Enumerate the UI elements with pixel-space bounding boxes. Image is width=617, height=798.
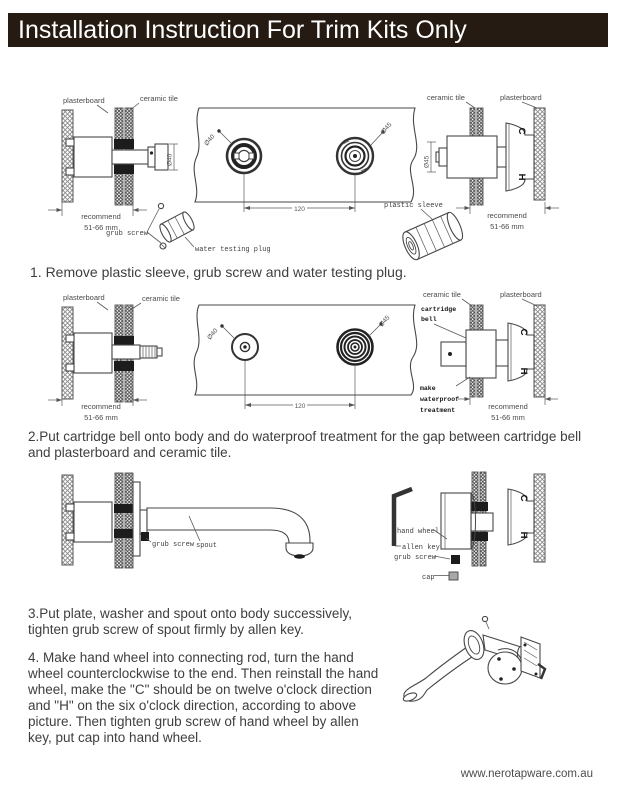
wall-plate — [133, 482, 140, 556]
plasterboard-wall — [62, 307, 73, 399]
dim-dia45-hole-label: Ø45 — [380, 121, 394, 136]
plasterboard-right-label: plasterboard — [500, 290, 542, 299]
ceramic-tile-left-label: ceramic tile — [142, 294, 180, 303]
ceramic-tile-right-label: ceramic tile — [423, 290, 461, 299]
plasterboard-right-label: plasterboard — [500, 93, 542, 102]
plasterboard-wall — [534, 108, 545, 200]
make-waterproof-label: treatment — [420, 407, 456, 414]
water-testing-plug-part — [158, 210, 197, 243]
cartridge-bell-label: cartridge — [421, 306, 457, 313]
hand-wheel-label: hand wheel — [397, 528, 440, 536]
d2-wall-panel — [194, 305, 417, 410]
recommend-label: recommend — [81, 402, 121, 411]
d2-cartridge-bell-part — [441, 330, 509, 378]
page-title: Installation Instruction For Trim Kits Only — [8, 13, 608, 47]
grub-screw-part — [158, 203, 163, 208]
ceramic-tile-wall — [115, 473, 123, 568]
dim-dia40-side-label: Ø40 — [166, 153, 174, 166]
step4-text: 4. Make hand wheel into connecting rod, turn the hand wheel counterclockwise to the end. Then reinstall the hand wheel, make the "C" should be on twelve o'clock direction and "H" on the six o'clock direction, according to above picture. Then tighten grub screw of hand wheel by allen key, put cap into hand wheel. — [28, 650, 379, 745]
hot-mark: H — [518, 367, 529, 375]
d3-trim-right — [508, 489, 534, 545]
dim-120-label: 120 — [294, 403, 306, 410]
dim-dia40-hole-label: Ø40 — [206, 327, 220, 342]
diagram-step1 — [0, 60, 617, 265]
plasterboard-wall — [62, 110, 73, 202]
grub-screw-part — [451, 555, 460, 564]
spout-part — [147, 508, 313, 559]
make-waterproof-label: waterproof — [420, 396, 460, 403]
dim-dia40-hole-label: Ø40 — [203, 133, 217, 148]
grub-screw-label: grub screw — [106, 230, 149, 238]
d1-recommend-right — [456, 202, 559, 231]
d1-wall-panel — [194, 108, 417, 213]
d1-dim-dia45-side — [424, 142, 437, 172]
diagram-step3 — [0, 468, 617, 603]
plasterboard-wall — [62, 475, 73, 565]
plastic-sleeve-label: plastic sleeve — [384, 202, 443, 210]
make-waterproof-label: make — [420, 385, 436, 392]
plasterboard-left-label: plasterboard — [63, 293, 105, 302]
plasterboard-left-label: plasterboard — [63, 96, 105, 105]
water-testing-plug-label: water testing plug — [195, 246, 271, 254]
cap-label: cap — [422, 574, 435, 582]
dim-dia45-side-label: Ø45 — [423, 155, 431, 168]
plasterboard-wall — [534, 305, 545, 397]
dim-120-label: 120 — [294, 206, 305, 213]
plasterboard-wall — [534, 474, 545, 562]
ceramic-tile-wall — [125, 473, 133, 568]
d1-trim-right — [506, 123, 534, 191]
hot-mark: H — [516, 173, 527, 181]
recommend-mm-label: 51-66 mm — [84, 223, 118, 232]
cold-mark: C — [518, 494, 529, 502]
cold-mark: C — [518, 328, 529, 336]
d1-recommend-left — [48, 202, 147, 232]
washer — [140, 510, 147, 534]
diagram-step2 — [0, 287, 617, 432]
allen-key-part — [394, 489, 412, 546]
ceramic-tile-left-label: ceramic tile — [140, 94, 178, 103]
faucet-3d — [402, 616, 545, 702]
d2-trim-right — [508, 323, 534, 381]
ceramic-tile-right-label: ceramic tile — [427, 93, 465, 102]
d1-grub-screws-and-plug — [106, 203, 271, 254]
recommend-mm-label: 51-66 mm — [84, 413, 118, 422]
spout-label: spout — [196, 542, 218, 550]
step3-text: 3.Put plate, washer and spout onto body successively, tighten grub screw of spout firmly by allen key. — [28, 606, 352, 637]
assembled-faucet-3d-view — [388, 598, 617, 723]
dim-dia45-hole-label: Ø45 — [378, 314, 392, 329]
recommend-label: recommend — [488, 402, 528, 411]
d1-valve-body-right — [436, 136, 510, 178]
recommend-label: recommend — [487, 211, 527, 220]
recommend-mm-label: 51-66 mm — [490, 222, 524, 231]
grub-screw-label: grub screw — [152, 541, 195, 549]
d1-plastic-sleeve-part — [399, 211, 465, 262]
recommend-mm-label: 51-66 mm — [491, 413, 525, 422]
cap-part — [449, 572, 458, 580]
grub-screw-label: grub screw — [394, 554, 437, 562]
allen-key-label: allen key — [402, 544, 440, 552]
step2-text: 2.Put cartridge bell onto body and do waterproof treatment for the gap between cartridge bell and plasterboard and ceramic tile. — [28, 429, 582, 460]
website-url: www.nerotapware.com.au — [460, 768, 593, 780]
step1-text: 1. Remove plastic sleeve, grub screw and water testing plug. — [30, 264, 407, 280]
hot-mark: H — [518, 531, 529, 539]
cartridge-bell-label: bell — [421, 316, 437, 323]
recommend-label: recommend — [81, 212, 121, 221]
cold-mark: C — [516, 127, 527, 135]
